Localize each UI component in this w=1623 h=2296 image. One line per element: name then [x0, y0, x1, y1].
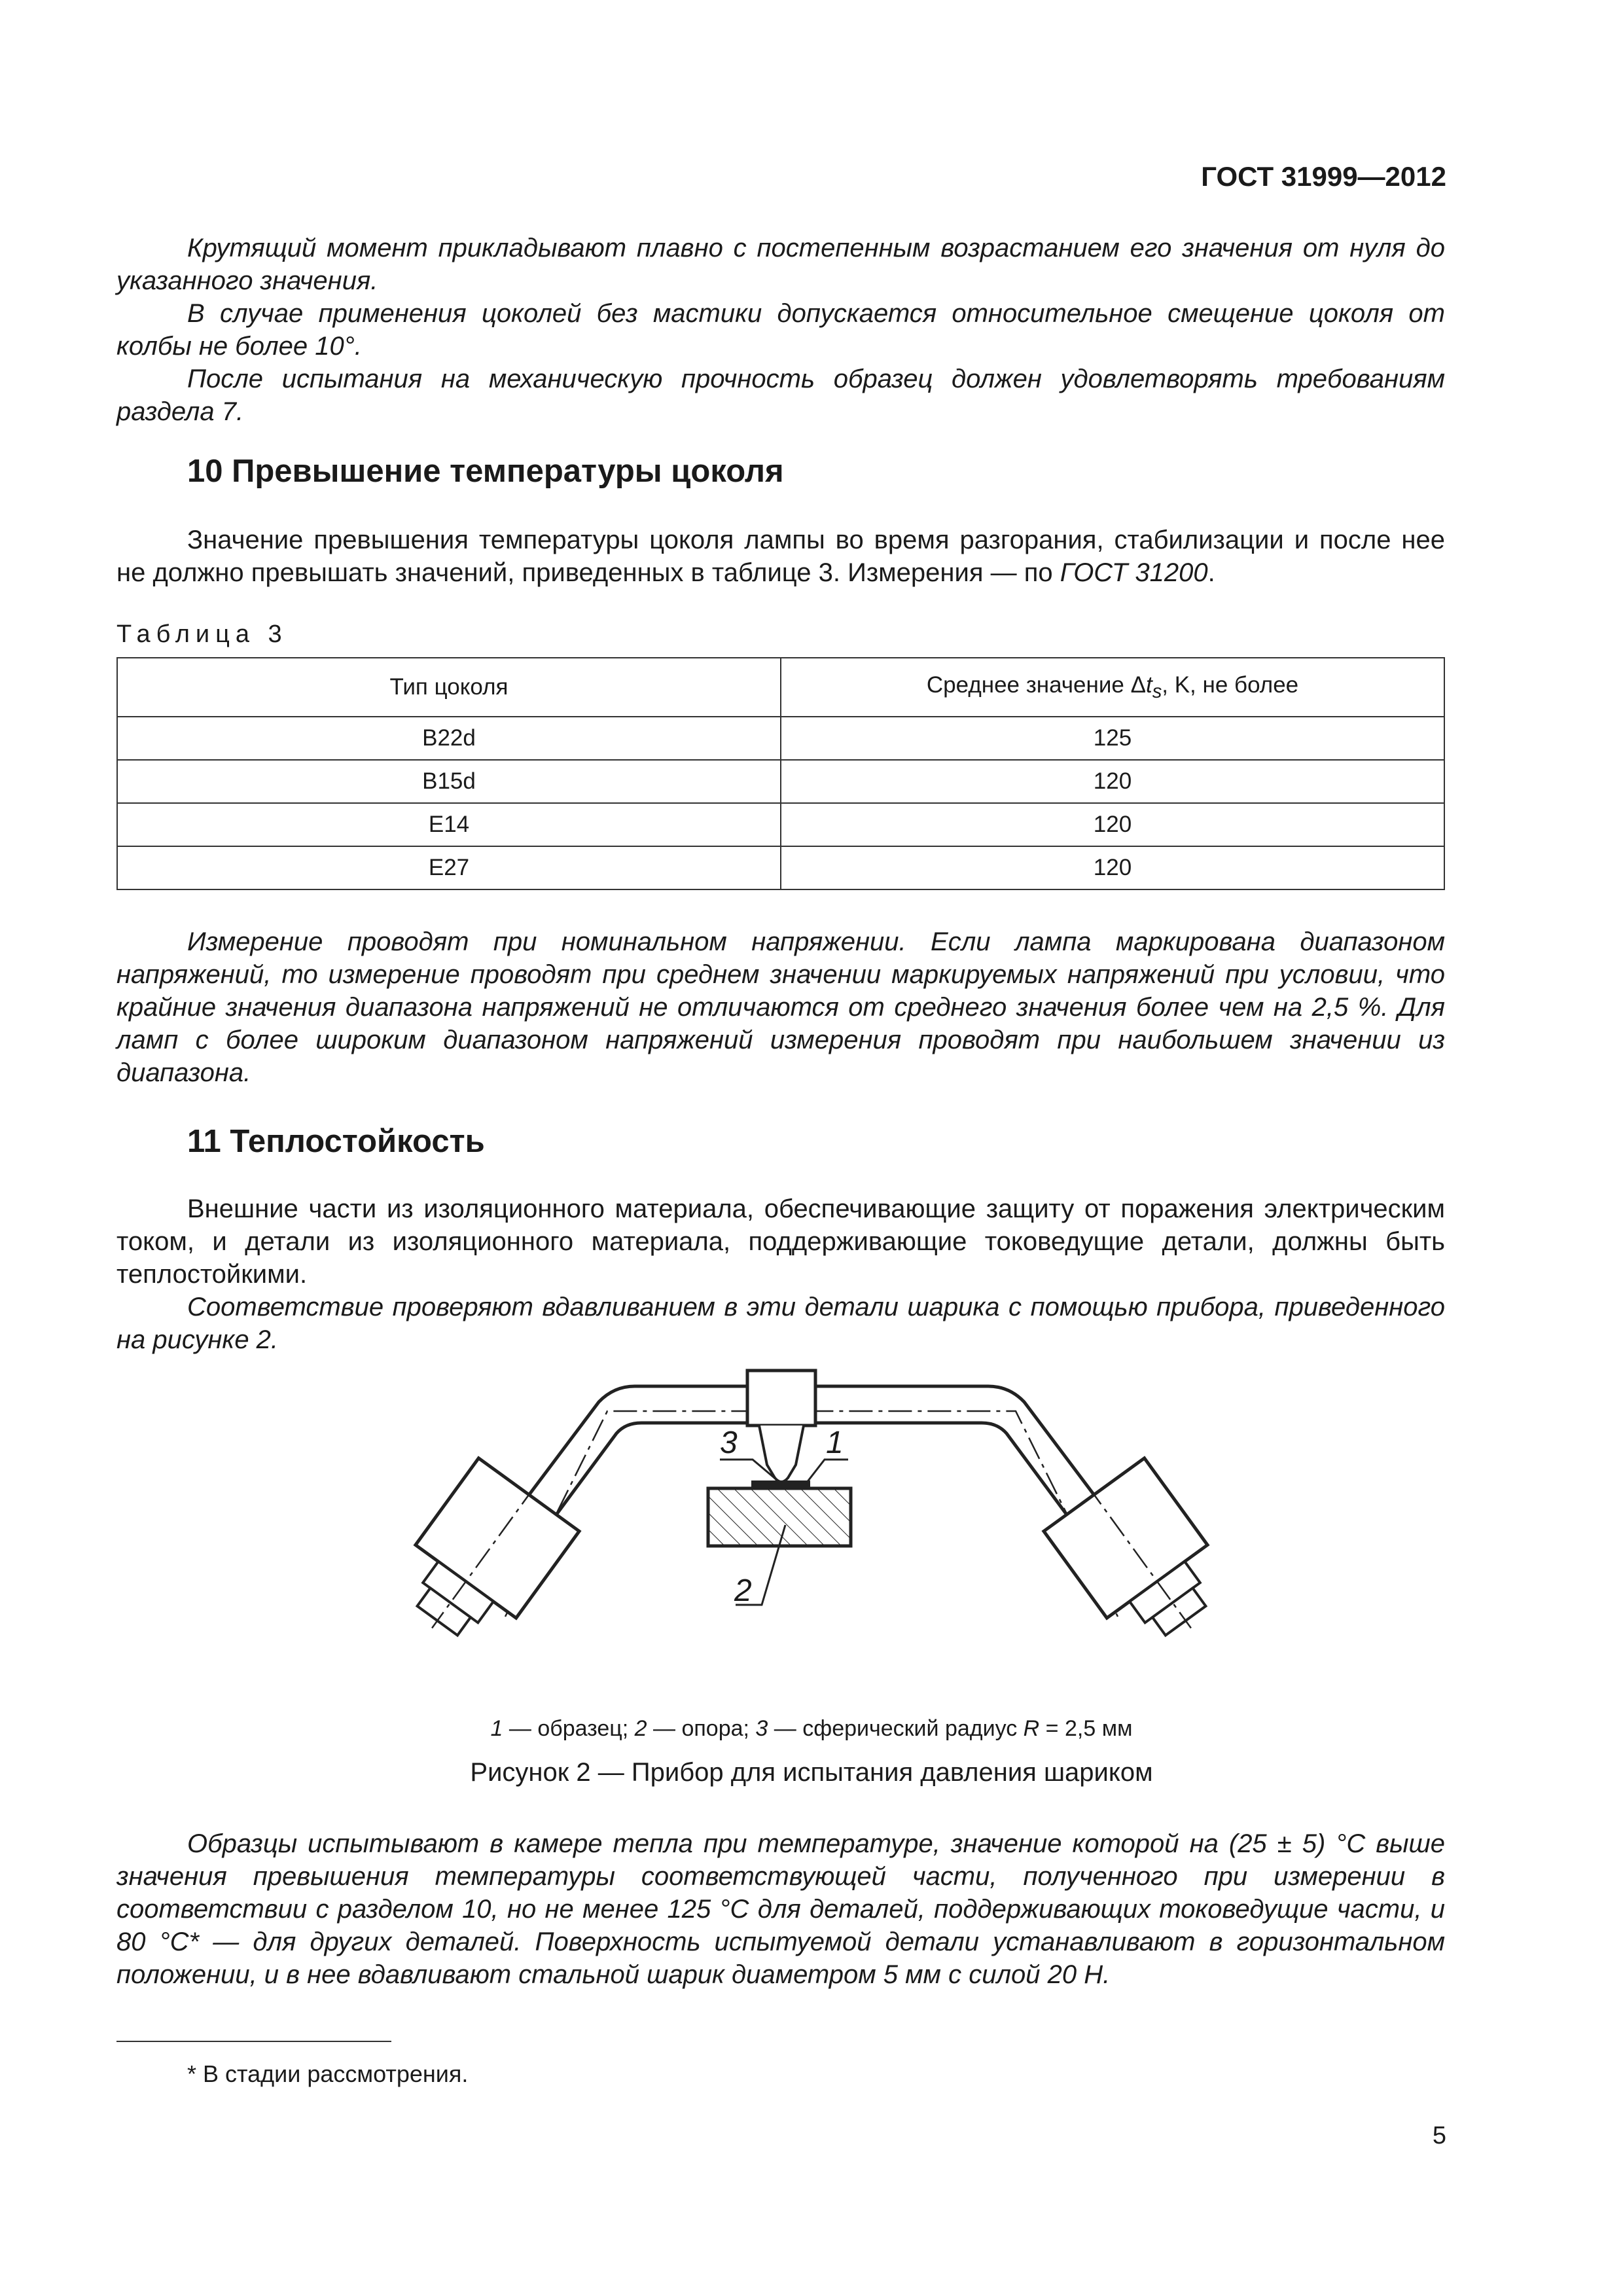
figure-2-legend [0, 1716, 1623, 1742]
gost-reference: ГОСТ 31200 [1060, 558, 1208, 587]
legend-r: R [1023, 1716, 1040, 1741]
column-header-mean-pre: Среднее значение [926, 672, 1131, 698]
table-cell-type: E14 [117, 803, 781, 846]
legend-text-4: = 2,5 мм [1039, 1716, 1133, 1741]
delta-symbol: Δ [1130, 672, 1146, 698]
table-row [117, 760, 1444, 803]
closing-paragraph: Образцы испытывают в камере тепла при температуре, значение которой на (25 ± 5) °С выше значения превышения температуры соответствующей части, полученного при измерении в соответствии с разделом 10, но не менее 125 °С для деталей, поддерживающих токоведущие части, и 80 °С* — для других деталей. Поверхность испытуемой детали устанавливают в горизонтальном положении, и в нее вдавливают стальной шарик диаметром 5 мм с силой 20 Н. [116, 1829, 1445, 1989]
section-10-text-end: . [1207, 558, 1215, 587]
legend-text-2: — опора; [647, 1716, 756, 1741]
column-header-mean-value [781, 658, 1444, 717]
label-2: 2 [734, 1573, 752, 1608]
intro-paragraph-2: В случае применения цоколей без мастики допускается относительное смещение цоколя от колбы не более 10°. [116, 299, 1445, 361]
section-10-heading: 10 Превышение температуры цоколя [187, 454, 784, 489]
support-block [708, 1488, 851, 1546]
table-cell-type: B15d [117, 760, 781, 803]
measurement-note: Измерение проводят при номинальном напряжении. Если лампа маркирована диапазоном напряжений, то измерение проводят при среднем значении маркируемых напряжений при условии, что крайние значения диапазона напряжений не отличаются от среднего значения более чем на 2,5 %. Для ламп с более широким диапазоном напряжений измерения проводят при наибольшем значении из диапазона. [116, 927, 1445, 1087]
left-weight [382, 1448, 586, 1664]
footnote: * В стадии рассмотрения. [187, 2060, 469, 2087]
section-11-heading: 11 Теплостойкость [187, 1124, 485, 1159]
column-header-base-type: Тип цоколя [117, 658, 781, 717]
table-cell-value: 120 [781, 803, 1444, 846]
section-10-text [116, 524, 1445, 589]
table-cell-type: E27 [117, 846, 781, 889]
figure-2-caption: Рисунок 2 — Прибор для испытания давления шариком [470, 1758, 1153, 1787]
table-cell-value: 125 [781, 717, 1444, 760]
section-11-paragraph-1: Внешние части из изоляционного материала, обеспечивающие защиту от поражения электрическим током, и детали из изоляционного материала, поддерживающие токоведущие детали, должны быть теплостойкими. [116, 1194, 1445, 1289]
section-11-paragraph-2: Соответствие проверяют вдавливанием в эти детали шарика с помощью прибора, приведенного на рисунке 2. [116, 1293, 1445, 1354]
table-row [117, 846, 1444, 889]
section-10-text-main: Значение превышения температуры цоколя лампы во время разгорания, стабилизации и после нее не должно превышать значений, приведенных в таблице 3. Измерения — по [116, 526, 1445, 587]
table-header-row [117, 658, 1444, 717]
intro-paragraph-3: После испытания на механическую прочность образец должен удовлетворять требованиям раздела 7. [116, 365, 1445, 426]
legend-text-1: — образец; [503, 1716, 635, 1741]
table-cell-value: 120 [781, 846, 1444, 889]
s-subscript: s [1152, 681, 1162, 702]
table-cell-type: B22d [117, 717, 781, 760]
table-3 [116, 657, 1445, 890]
page-number: 5 [1432, 2122, 1446, 2149]
label-3: 3 [720, 1426, 738, 1460]
table-row [117, 803, 1444, 846]
legend-text-3: — сферический радиус [768, 1716, 1024, 1741]
t-symbol: t [1145, 672, 1152, 698]
table-cell-value: 120 [781, 760, 1444, 803]
document-code: ГОСТ 31999—2012 [1201, 161, 1446, 192]
legend-num-3: 3 [755, 1716, 768, 1741]
legend-num-1: 1 [490, 1716, 503, 1741]
intro-paragraph-1: Крутящий момент прикладывают плавно с постепенным возрастанием его значения от нуля до указанного значения. [116, 234, 1445, 295]
ball-holder [747, 1371, 815, 1426]
label-1: 1 [826, 1426, 844, 1460]
table-3-caption: Таблица 3 [116, 620, 288, 648]
table-row [117, 717, 1444, 760]
right-weight [1037, 1448, 1241, 1664]
footnote-divider [116, 2041, 391, 2042]
legend-num-2: 2 [634, 1716, 647, 1741]
column-header-mean-post: , K, не более [1162, 672, 1299, 698]
pressing-tip [759, 1426, 804, 1482]
figure-2-ball-pressure-apparatus [366, 1355, 1257, 1708]
